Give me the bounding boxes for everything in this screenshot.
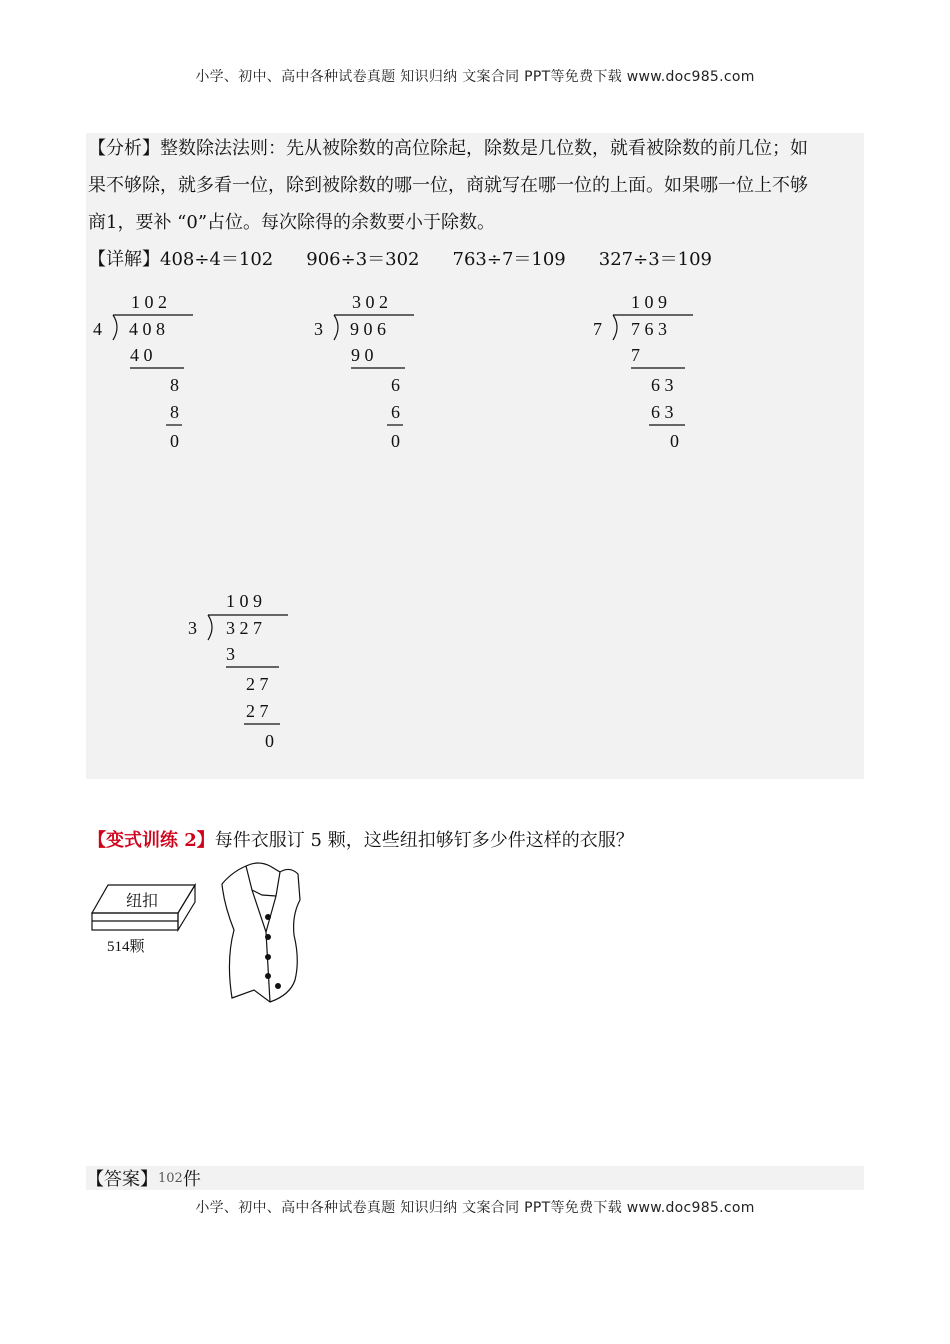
page-footer: 小学、初中、高中各种试卷真题 知识归纳 文案合同 PPT等免费下载 www.doc985.com — [195, 1200, 755, 1216]
long-division-4 — [188, 591, 288, 751]
long-division-3 — [593, 292, 693, 451]
equation-1: 408÷4＝102 — [160, 249, 274, 270]
division-1-step-3: 8 — [170, 402, 179, 422]
division-2-step-2: 6 — [391, 375, 400, 395]
division-1-divisor: 4 — [93, 319, 102, 339]
division-4-quotient: 1 0 9 — [226, 591, 262, 611]
button-count-label: 514颗 — [107, 939, 145, 955]
division-4-dividend: 3 2 7 — [226, 618, 262, 638]
answer-value: 102 — [158, 1171, 183, 1186]
division-4-step-4: 0 — [265, 731, 274, 751]
division-2-quotient: 3 0 2 — [352, 292, 388, 312]
division-3-step-1: 7 — [631, 345, 640, 365]
exercise-line — [88, 822, 858, 859]
division-1-dividend: 4 0 8 — [129, 319, 165, 339]
division-3-dividend: 7 6 3 — [631, 319, 667, 339]
button-box-label: 纽扣 — [126, 893, 159, 910]
exercise-question: 每件衣服订 5 颗，这些纽扣够钉多少件这样的衣服？ — [214, 830, 634, 851]
division-1-step-2: 8 — [170, 375, 179, 395]
analysis-line-1: 整数除法法则：先从被除数的高位除起，除数是几位数，就看被除数的前几位；如 — [160, 138, 808, 159]
division-3-quotient: 1 0 9 — [631, 292, 667, 312]
division-2-divisor: 3 — [314, 319, 323, 339]
answer-line — [86, 1166, 864, 1190]
exercise-tag: 【变式训练 2】 — [88, 830, 215, 851]
button-box-illustration — [92, 885, 195, 955]
analysis-line-3: 商1，要补 “0”占位。每次除得的余数要小于除数。 — [88, 212, 496, 233]
division-3-divisor: 7 — [593, 319, 602, 339]
division-2-step-4: 0 — [391, 431, 400, 451]
long-division-1 — [93, 292, 193, 451]
division-1-step-4: 0 — [170, 431, 179, 451]
answer-tag: 【答案】 — [86, 1169, 158, 1190]
analysis-tag: 【分析】 — [88, 138, 160, 159]
division-3-step-2: 6 3 — [651, 375, 674, 395]
division-4-divisor: 3 — [188, 618, 197, 638]
long-division-2 — [314, 292, 414, 451]
division-1-step-1: 4 0 — [130, 345, 153, 365]
analysis-line-2: 果不够除，就多看一位，除到被除数的哪一位，商就写在哪一位的上面。如果哪一位上不够 — [88, 175, 808, 196]
equation-2: 906÷3＝302 — [306, 249, 420, 270]
division-3-step-4: 0 — [670, 431, 679, 451]
equation-4: 327÷3＝109 — [598, 249, 712, 270]
detail-tag: 【详解】 — [88, 249, 160, 270]
page-header: 小学、初中、高中各种试卷真题 知识归纳 文案合同 PPT等免费下载 www.doc985.com — [195, 69, 755, 85]
division-2-step-3: 6 — [391, 402, 400, 422]
division-2-dividend: 9 0 6 — [350, 319, 386, 339]
division-4-step-3: 2 7 — [246, 701, 269, 721]
equation-3: 763÷7＝109 — [452, 249, 566, 270]
division-2-step-1: 9 0 — [351, 345, 374, 365]
division-4-step-1: 3 — [226, 644, 235, 664]
division-1-quotient: 1 0 2 — [131, 292, 167, 312]
vest-illustration — [222, 863, 300, 1002]
division-3-step-3: 6 3 — [651, 402, 674, 422]
division-4-step-2: 2 7 — [246, 674, 269, 694]
answer-unit: 件 — [182, 1169, 201, 1190]
